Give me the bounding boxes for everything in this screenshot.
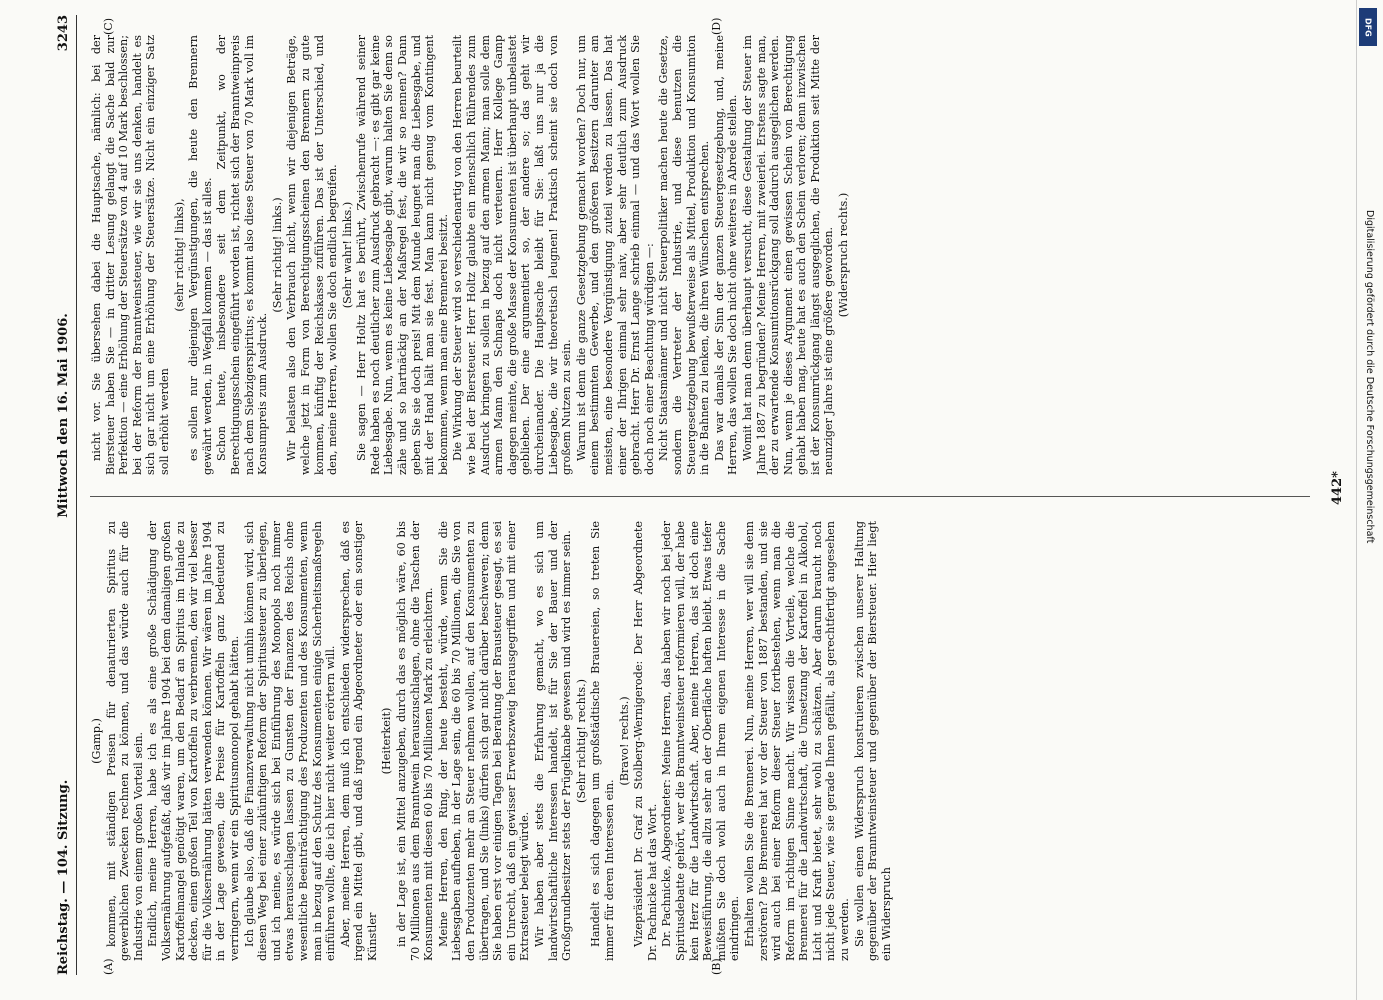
paragraph: Warum ist denn die ganze Gesetzgebung gemacht worden? Doch nur, um einem bestimmten Gewerbe, und den größeren Besitzern darunter am meisten, eine besondere Vergünstigung zuteil werden zu lassen. Das hat einer der Ihrigen einmal sehr naiv, aber sehr deutlich zum Ausdruck gebracht. Herr Dr. Ernst Lange schrieb einmal — und das Wort wollen Sie doch noch einer Beachtung würdigen —: [574,35,656,475]
paragraph: kommen, mit ständigen Preisen für denaturierten Spiritus zu gewerblichen Zwecken rechnen zu können, und das würde auch für die Industrie von einem großen Vorteil sein. [104,521,145,961]
header-page-number: 3243 [55,15,71,52]
margin-marker-c: (C) [102,18,115,35]
header-session: Reichstag. — 104. Sitzung. [55,779,71,975]
column-divider [90,496,1310,497]
margin-marker-b: (B) [710,958,723,975]
paragraph: Sie sagen — Herr Holtz hat es berührt, Zwischenrufe während seiner Rede haben es noch deutlicher zum Ausdruck gebracht —: es gibt gar keine Liebesgabe. Nun, wenn es keine Liebesgabe gibt, warum halten Sie denn so zähe und so hartnäckig an der Maßregel fest, die wir so nennen? Dann geben Sie sie doch preis! Mit dem Munde leugnet man die Liebesgabe, und mit der Hand hält man sie fest. Man kann nicht genug vom Kontingent bekommen, wenn man eine Brennerei besitzt. [355,35,450,475]
paragraph: nicht vor. Sie übersehen dabei die Hauptsache, nämlich: bei der Biersteuer haben Sie — in dritter Lesung gelangt die Sache bald zur Perfektion — eine Erhöhung der Steuersätze von 4 auf 10 Mark beschlossen; bei der Reform der Branntweinsteuer, wie wir sie uns denken, handelt es sich gar nicht um eine Erhöhung der Steuersätze. Nicht ein einziger Satz soll erhöht werden [90,35,171,475]
margin-marker-a: (A) [102,958,115,975]
paragraph: Nicht Staatsmänner und nicht Steuerpolitiker machen heute die Gesetze, sondern die Vertreter der Industrie, und diese benutzen die Steuergesetzgebung bewußterweise als Mittel, Produktion und Konsumtion in die Bahnen zu lenken, die ihren Wünschen entsprechen. [657,35,712,475]
rotated-page-content [50,15,1360,975]
paragraph: Schon heute, insbesondere seit dem Zeitpunkt, wo der Berechtigungsschein eingeführt worden ist, richtet sich der Branntweinpreis nach dem Siebzigerspiritus; es kommt also diese Steuer von 70 Mark voll im Konsumpreis zum Ausdruck. [215,35,270,475]
paragraph: in der Lage ist, ein Mittel anzugeben, durch das es möglich wäre, 60 bis 70 Millionen aus dem Branntwein herauszuschlagen, ohne die Taschen der Konsumenten mit diesen 60 bis 70 Millionen Mark zu erleichtern. [395,521,436,961]
left-text-column [90,521,1320,961]
paragraph: Die Wirkung der Steuer wird so verschiedenartig von den Herren beurteilt wie bei der Biersteuer. Herr Holtz glaubte ein menschlich Rührendes zum Ausdruck bringen zu sollen in bezug auf den armen Mann; man solle dem armen Mann den Schnaps doch nicht verteuern. Herr Kollege Gamp dagegen meinte, die große Masse der Konsumenten ist überhaupt unbelastet geblieben. Der eine argumentiert so, der andere so; das geht wir durcheinander. Die Hauptsache bleibt für Sie: laßt uns nur ja die Liebesgabe, die wir theoretisch leugnen! Praktisch scheint sie doch von großem Nutzen zu sein. [451,35,574,475]
side-separator [1356,0,1357,1000]
side-strip [1359,0,1379,1000]
paragraph: Das war damals der Sinn der ganzen Steuergesetzgebung, und, meine Herren, das wollen Sie doch nicht ohne weiteres in Abrede stellen. [712,35,740,475]
paragraph: (Heiterkeit) [380,707,394,775]
paragraph: Womit hat man denn überhaupt versucht, diese Gestaltung der Steuer im Jahre 1887 zu begründen? Meine Herren, mit zweierlei. Erstens sagte man, der zu erwartende Konsumtionsrückgang soll dadurch ausgeglichen werden. Nun, wenn je dieses Argument einen gewissen Schein von Berechtigung gehabt haben mag, heute hat es auch den Schein verloren; denn inzwischen ist der Konsumrückgang längst ausgeglichen, die Produktion seit Mitte der neunziger Jahre ist eine größere geworden. [740,35,836,475]
margin-marker-d: (D) [710,17,723,35]
paragraph: Endlich, meine Herren, habe ich es als eine große Schädigung der Volksernährung aufgefaßt, daß wir im Jahre 1904 bei dem damaligen großen Kartoffelmangel genötigt waren, um den Bedarf an Spiritus im Inlande zu decken, einen großen Teil von Kartoffeln zu verbrennen, den wir viel besser für die Volksernährung hätten verwenden können. Wir wären im Jahre 1904 in der Lage gewesen, die Preise für Kartoffeln ganz bedeutend zu verringern, wenn wir ein Spiritusmonopol gehabt hätten. [146,521,241,961]
paragraph: Sie wollen einen Widerspruch konstruieren zwischen unserer Haltung gegenüber der Branntweinsteuer und gegenüber der Biersteuer. Hier liegt ein Widerspruch [852,521,893,961]
page-header [50,15,77,975]
paragraph: Meine Herren, den Ring, der heute besteht, würde, wenn Sie die Liebesgaben aufheben, in der Lage sein, die 60 bis 70 Millionen, die Sie von den Produzenten mehr an Steuer nehmen wollen, auf den Konsumenten zu übertragen, und Sie (links) dürfen sich gar nicht darüber beschweren; denn Sie haben erst vor einigen Tagen bei Beratung der Brausteuer gesagt, es sei ein Unrecht, daß ein gewisser Erwerbszweig herausgegriffen und mit einer Extrasteuer belegt würde. [436,521,532,961]
paragraph: (sehr richtig! links), [172,198,186,312]
header-date: Mittwoch den 16. Mai 1906. [55,313,71,518]
paragraph: (Bravo! rechts.) [617,696,631,786]
right-text-column [90,35,1320,475]
paragraph: Dr. Pachnicke, Abgeordneter: Meine Herren, das haben wir noch bei jeder Spiritusdebatte gehört, wer die Branntweinsteuer reformieren will, der habe kein Herz für die Landwirtschaft. Aber, meine Herren, das ist doch eine Beweisführung, die allzu sehr an der Oberfläche haften bleibt. Etwas tiefer müßten Sie doch wohl auch in Ihrem eigenen Interesse in die Sache eindringen. [660,521,742,961]
paragraph: (Widerspruch rechts.) [837,192,851,318]
paragraph: (Gamp.) [90,718,103,764]
paragraph: Wir belasten also den Verbrauch nicht, wenn wir diejenigen Beträge, welche jetzt in Form von Berechtigungsscheinen den Brennern zu gute kommen, künftig der Reichskasse zuführen. Das ist der Unterschied, und den, meine Herren, wollen Sie doch endlich begreifen. [285,35,340,475]
paragraph: Aber, meine Herren, dem muß ich entschieden widersprechen, daß es irgend ein Mittel gibt, und daß irgend ein Abgeordneter oder ein sonstiger Künstler [338,521,379,961]
paragraph: Wir haben aber stets die Erfahrung gemacht, wo es sich um landwirtschaftliche Interessen handelt, ist für Sie der Bauer und der Großgrundbesitzer stets der Prügelknabe gewesen und wird es immer sein. [533,521,574,961]
paragraph: (Sehr wahr! links.) [340,201,354,309]
digitization-credit: Digitalisierung gefördert durch die Deutsche Forschungsgemeinschaft [1364,210,1375,544]
paragraph: Erhalten wollen Sie die Brennerei. Nun, meine Herren, wer will sie denn zerstören? Die Brennerei hat vor der Steuer von 1887 bestanden, und sie wird auch bei einer Reform dieser Steuer fortbestehen, wenn man die Reform im richtigen Sinne macht. Wir wissen die Vorteile, welche die Brennerei für die Landwirtschaft, die Umsetzung der Kartoffel in Alkohol, Licht und Kraft bietet, sehr wohl zu schätzen. Aber darum braucht noch nicht jede Steuer, wie sie gerade Ihnen gefällt, als gerechtfertigt angesehen zu werden. [742,521,852,961]
paragraph: (Sehr richtig! rechts.) [574,678,588,804]
page-signature: 442* [1330,471,1345,505]
paragraph: es sollen nur diejenigen Vergünstigungen, die heute den Brennern gewährt werden, in Wegfall kommen — das ist alles. [187,35,214,475]
paragraph: Vizepräsident Dr. Graf zu Stolberg-Wernigerode: Der Herr Abgeordnete Dr. Pachnicke hat das Wort. [632,521,659,961]
paragraph: (Sehr richtig! links.) [270,197,284,313]
paragraph: Ich glaube also, daß die Finanzverwaltung nicht umhin können wird, sich diesen Weg bei einer zukünftigen Reform der Spiritussteuer zu überlegen, und ich meine, es würde sich bei Einführung des Monopols noch immer etwas herausschlagen lassen zu Gunsten der Finanzen des Reichs ohne wesentliche Beeinträchtigung des Produzenten und des Konsumenten, wenn man in bezug auf den Schutz des Konsumenten einige Sicherheitsmaßregeln einführen wollte, die ich hier nicht weiter erörtern will. [242,521,338,961]
dfg-logo: DFG [1359,8,1377,46]
paragraph: Handelt es sich dagegen um großstädtische Brauereien, so treten Sie immer für deren Interessen ein. [589,521,616,961]
